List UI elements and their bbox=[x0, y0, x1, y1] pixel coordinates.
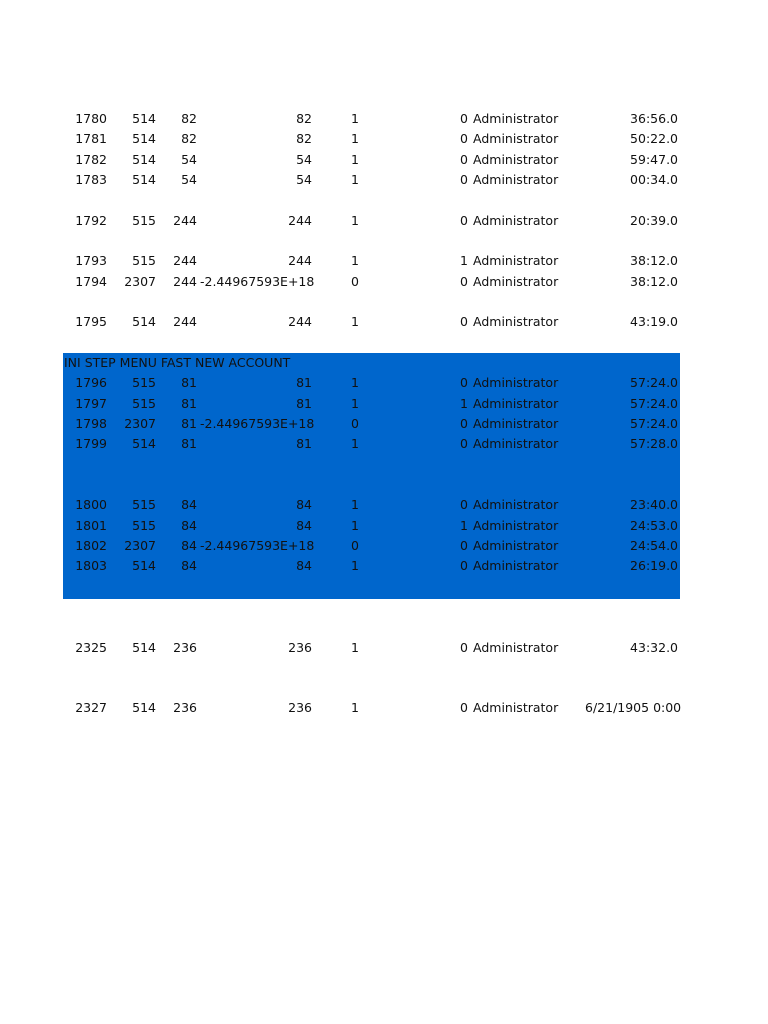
cell-id: 1780 bbox=[75, 111, 107, 126]
cell-code: 82 bbox=[181, 111, 197, 126]
cell-user: Administrator bbox=[473, 111, 559, 126]
table-row bbox=[0, 556, 768, 576]
cell-value: 82 bbox=[296, 131, 312, 146]
cell-flag: 0 bbox=[351, 416, 359, 431]
cell-user: Administrator bbox=[473, 436, 559, 451]
cell-status: 0 bbox=[460, 213, 468, 228]
cell-value: 244 bbox=[288, 253, 312, 268]
cell-time: 43:19.0 bbox=[630, 314, 678, 329]
cell-value: 236 bbox=[288, 640, 312, 655]
cell-code: 244 bbox=[173, 274, 197, 289]
cell-status: 0 bbox=[460, 416, 468, 431]
cell-time: 59:47.0 bbox=[630, 152, 678, 167]
cell-flag: 1 bbox=[351, 497, 359, 512]
cell-status: 0 bbox=[460, 172, 468, 187]
cell-time: 43:32.0 bbox=[630, 640, 678, 655]
cell-type: 514 bbox=[132, 111, 156, 126]
cell-flag: 1 bbox=[351, 375, 359, 390]
cell-value: 81 bbox=[296, 396, 312, 411]
cell-flag: 1 bbox=[351, 518, 359, 533]
cell-time: 20:39.0 bbox=[630, 213, 678, 228]
cell-user: Administrator bbox=[473, 152, 559, 167]
cell-status: 0 bbox=[460, 497, 468, 512]
cell-id: 2327 bbox=[75, 700, 107, 715]
cell-value: -2.44967593E+18 bbox=[200, 538, 315, 553]
cell-type: 514 bbox=[132, 152, 156, 167]
section-title: INI STEP MENU FAST NEW ACCOUNT bbox=[64, 355, 291, 370]
cell-time: 50:22.0 bbox=[630, 131, 678, 146]
cell-flag: 0 bbox=[351, 538, 359, 553]
cell-user: Administrator bbox=[473, 131, 559, 146]
table-row bbox=[0, 536, 768, 556]
cell-time: 36:56.0 bbox=[630, 111, 678, 126]
cell-time: 57:28.0 bbox=[630, 436, 678, 451]
cell-id: 1781 bbox=[75, 131, 107, 146]
cell-status: 0 bbox=[460, 558, 468, 573]
table-row bbox=[0, 272, 768, 292]
cell-flag: 1 bbox=[351, 253, 359, 268]
cell-id: 1793 bbox=[75, 253, 107, 268]
cell-type: 2307 bbox=[124, 538, 156, 553]
cell-time: 24:54.0 bbox=[630, 538, 678, 553]
table-row bbox=[0, 109, 768, 129]
cell-id: 1792 bbox=[75, 213, 107, 228]
table-row bbox=[0, 211, 768, 231]
cell-type: 2307 bbox=[124, 274, 156, 289]
table-row bbox=[0, 251, 768, 271]
cell-time: 24:53.0 bbox=[630, 518, 678, 533]
cell-type: 515 bbox=[132, 518, 156, 533]
cell-status: 0 bbox=[460, 375, 468, 390]
cell-id: 1801 bbox=[75, 518, 107, 533]
cell-value: 84 bbox=[296, 558, 312, 573]
cell-code: 84 bbox=[181, 558, 197, 573]
cell-status: 0 bbox=[460, 436, 468, 451]
cell-status: 1 bbox=[460, 518, 468, 533]
cell-id: 1800 bbox=[75, 497, 107, 512]
cell-user: Administrator bbox=[473, 172, 559, 187]
cell-type: 515 bbox=[132, 497, 156, 512]
cell-status: 0 bbox=[460, 152, 468, 167]
table-row bbox=[0, 638, 768, 658]
cell-status: 0 bbox=[460, 111, 468, 126]
cell-code: 82 bbox=[181, 131, 197, 146]
cell-value: 81 bbox=[296, 436, 312, 451]
cell-user: Administrator bbox=[473, 253, 559, 268]
cell-user: Administrator bbox=[473, 497, 559, 512]
cell-flag: 1 bbox=[351, 700, 359, 715]
cell-id: 1799 bbox=[75, 436, 107, 451]
cell-value: 54 bbox=[296, 152, 312, 167]
cell-id: 1803 bbox=[75, 558, 107, 573]
cell-id: 1795 bbox=[75, 314, 107, 329]
cell-id: 1802 bbox=[75, 538, 107, 553]
cell-user: Administrator bbox=[473, 538, 559, 553]
cell-code: 84 bbox=[181, 518, 197, 533]
cell-user: Administrator bbox=[473, 396, 559, 411]
cell-type: 514 bbox=[132, 700, 156, 715]
cell-value: -2.44967593E+18 bbox=[200, 416, 315, 431]
cell-code: 84 bbox=[181, 538, 197, 553]
cell-code: 84 bbox=[181, 497, 197, 512]
cell-user: Administrator bbox=[473, 416, 559, 431]
cell-flag: 1 bbox=[351, 558, 359, 573]
cell-value: 82 bbox=[296, 111, 312, 126]
cell-id: 1798 bbox=[75, 416, 107, 431]
cell-user: Administrator bbox=[473, 558, 559, 573]
cell-flag: 0 bbox=[351, 274, 359, 289]
cell-code: 81 bbox=[181, 416, 197, 431]
cell-code: 244 bbox=[173, 253, 197, 268]
cell-flag: 1 bbox=[351, 111, 359, 126]
cell-user: Administrator bbox=[473, 640, 559, 655]
cell-code: 244 bbox=[173, 314, 197, 329]
cell-flag: 1 bbox=[351, 152, 359, 167]
cell-type: 514 bbox=[132, 172, 156, 187]
cell-time: 6/21/1905 0:00 bbox=[585, 700, 682, 715]
table-row bbox=[0, 129, 768, 149]
cell-flag: 1 bbox=[351, 172, 359, 187]
cell-time: 26:19.0 bbox=[630, 558, 678, 573]
cell-value: 54 bbox=[296, 172, 312, 187]
table-row bbox=[0, 698, 768, 718]
cell-id: 1797 bbox=[75, 396, 107, 411]
cell-status: 0 bbox=[460, 640, 468, 655]
table-row bbox=[0, 394, 768, 414]
cell-time: 38:12.0 bbox=[630, 274, 678, 289]
table-row bbox=[0, 495, 768, 515]
cell-code: 236 bbox=[173, 640, 197, 655]
cell-code: 244 bbox=[173, 213, 197, 228]
cell-status: 0 bbox=[460, 700, 468, 715]
cell-id: 1794 bbox=[75, 274, 107, 289]
cell-id: 2325 bbox=[75, 640, 107, 655]
cell-value: -2.44967593E+18 bbox=[200, 274, 315, 289]
cell-user: Administrator bbox=[473, 518, 559, 533]
cell-value: 244 bbox=[288, 213, 312, 228]
cell-type: 515 bbox=[132, 396, 156, 411]
cell-flag: 1 bbox=[351, 436, 359, 451]
cell-id: 1783 bbox=[75, 172, 107, 187]
cell-flag: 1 bbox=[351, 640, 359, 655]
cell-type: 515 bbox=[132, 375, 156, 390]
cell-type: 514 bbox=[132, 558, 156, 573]
table-row bbox=[0, 170, 768, 190]
cell-time: 57:24.0 bbox=[630, 416, 678, 431]
cell-type: 514 bbox=[132, 436, 156, 451]
cell-flag: 1 bbox=[351, 314, 359, 329]
cell-user: Administrator bbox=[473, 274, 559, 289]
cell-value: 84 bbox=[296, 497, 312, 512]
cell-value: 84 bbox=[296, 518, 312, 533]
cell-type: 515 bbox=[132, 253, 156, 268]
cell-code: 81 bbox=[181, 436, 197, 451]
cell-type: 515 bbox=[132, 213, 156, 228]
table-row bbox=[0, 150, 768, 170]
cell-id: 1796 bbox=[75, 375, 107, 390]
cell-code: 54 bbox=[181, 152, 197, 167]
cell-type: 514 bbox=[132, 131, 156, 146]
table-row bbox=[0, 414, 768, 434]
cell-time: 23:40.0 bbox=[630, 497, 678, 512]
cell-status: 1 bbox=[460, 253, 468, 268]
cell-flag: 1 bbox=[351, 213, 359, 228]
cell-type: 514 bbox=[132, 314, 156, 329]
cell-type: 514 bbox=[132, 640, 156, 655]
cell-user: Administrator bbox=[473, 700, 559, 715]
cell-time: 57:24.0 bbox=[630, 375, 678, 390]
cell-user: Administrator bbox=[473, 375, 559, 390]
cell-value: 236 bbox=[288, 700, 312, 715]
table-row bbox=[0, 516, 768, 536]
table-row bbox=[0, 312, 768, 332]
cell-code: 81 bbox=[181, 375, 197, 390]
cell-flag: 1 bbox=[351, 396, 359, 411]
table-row bbox=[0, 434, 768, 454]
cell-user: Administrator bbox=[473, 213, 559, 228]
cell-value: 244 bbox=[288, 314, 312, 329]
cell-id: 1782 bbox=[75, 152, 107, 167]
cell-status: 0 bbox=[460, 538, 468, 553]
cell-code: 81 bbox=[181, 396, 197, 411]
cell-status: 0 bbox=[460, 314, 468, 329]
cell-status: 1 bbox=[460, 396, 468, 411]
cell-status: 0 bbox=[460, 131, 468, 146]
cell-time: 57:24.0 bbox=[630, 396, 678, 411]
cell-flag: 1 bbox=[351, 131, 359, 146]
table-row bbox=[0, 373, 768, 393]
cell-value: 81 bbox=[296, 375, 312, 390]
cell-code: 54 bbox=[181, 172, 197, 187]
cell-status: 0 bbox=[460, 274, 468, 289]
cell-user: Administrator bbox=[473, 314, 559, 329]
cell-time: 00:34.0 bbox=[630, 172, 678, 187]
cell-type: 2307 bbox=[124, 416, 156, 431]
cell-code: 236 bbox=[173, 700, 197, 715]
cell-time: 38:12.0 bbox=[630, 253, 678, 268]
